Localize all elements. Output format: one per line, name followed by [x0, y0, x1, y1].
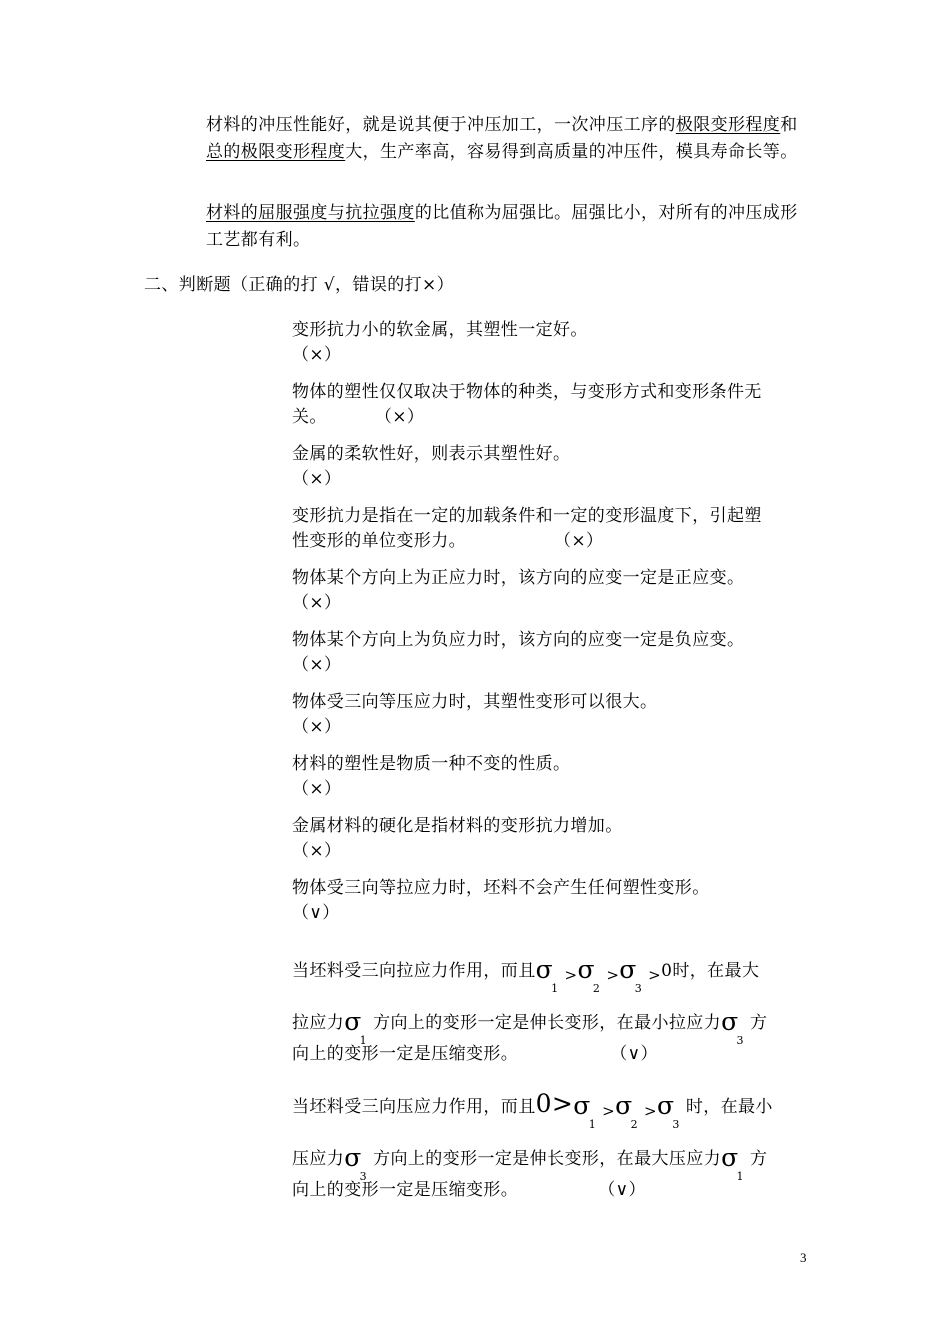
subscript: 1 [736, 1170, 744, 1183]
question-item [292, 628, 812, 678]
question-item [292, 318, 812, 368]
subscript: 1 [588, 1118, 597, 1131]
question-text: 变形抗力是指在一定的加载条件和一定的变形温度下，引起塑 [292, 506, 762, 526]
operator: > [643, 1102, 657, 1120]
sigma-symbol: σ [344, 1007, 362, 1036]
operator: > [564, 966, 578, 984]
text: 的比值称为屈强比。屈强比小，对所有的冲压成形工艺都有利。 [206, 203, 798, 250]
question-text: 拉应力 [292, 1013, 345, 1033]
question-item [292, 876, 812, 926]
answer-mark: （×） [292, 779, 342, 799]
underlined-term: 总的极限变形程度 [206, 142, 346, 162]
question-text: 方 [749, 1149, 768, 1169]
question-text: 变形抗力小的软金属，其塑性一定好。 [292, 320, 588, 340]
answer-mark: （×） [292, 469, 342, 489]
answer-mark: （×） [554, 531, 604, 551]
sigma-symbol: σ [577, 955, 595, 984]
sigma-symbol: σ [573, 1091, 591, 1120]
answer-mark: （∨） [598, 1180, 646, 1200]
text: 和 [780, 115, 798, 135]
subscript: 3 [359, 1170, 368, 1183]
question-text: 方向上的变形一定是伸长变形，在最大压应力 [373, 1149, 722, 1169]
answer-mark: （×） [292, 345, 342, 365]
question-item-formula [292, 1080, 812, 1203]
question-text: 方向上的变形一定是伸长变形，在最小拉应力 [373, 1013, 722, 1033]
text: 材料的冲压性能好，就是说其便于冲压加工，一次冲压工序的 [206, 115, 676, 135]
question-text: 时，在最小 [685, 1097, 773, 1117]
subscript: 1 [551, 982, 559, 995]
sigma-symbol: σ [721, 1143, 739, 1172]
question-text: 物体的塑性仅仅取决于物体的种类，与变形方式和变形条件无 [292, 382, 762, 402]
sigma-symbol: σ [535, 955, 554, 984]
sigma-symbol: σ [619, 955, 637, 984]
operator: > [602, 1102, 616, 1120]
operator: > [606, 966, 620, 984]
subscript: 1 [359, 1034, 368, 1047]
question-text: 方 [749, 1013, 768, 1033]
text: 大，生产率高，容易得到高质量的冲压件，模具寿命长等。 [345, 142, 798, 162]
question-item [292, 814, 812, 864]
question-text: 材料的塑性是物质一种不变的性质。 [292, 754, 571, 774]
operator: > [648, 966, 662, 984]
operator: 0> [535, 1089, 574, 1118]
question-text: 向上的变形一定是压缩变形。 [292, 1180, 519, 1200]
sigma-symbol: σ [615, 1091, 633, 1120]
subscript: 3 [634, 982, 643, 995]
sigma-symbol: σ [721, 1007, 739, 1036]
question-item [292, 442, 812, 492]
answer-mark: （×） [292, 655, 342, 675]
question-item [292, 752, 812, 802]
question-text: 物体某个方向上为正应力时，该方向的应变一定是正应变。 [292, 568, 745, 588]
subscript: 2 [630, 1118, 638, 1131]
question-text: 性变形的单位变形力。 [292, 531, 466, 551]
question-item [292, 690, 812, 740]
sigma-symbol: σ [344, 1143, 362, 1172]
intro-paragraph-1 [206, 112, 806, 166]
question-text: 时，在最大 [672, 961, 760, 981]
answer-mark: （×） [292, 717, 342, 737]
question-item [292, 380, 812, 430]
answer-mark: （∨） [292, 903, 340, 923]
answer-mark: （×） [292, 841, 342, 861]
question-text: 物体某个方向上为负应力时，该方向的应变一定是负应变。 [292, 630, 745, 650]
question-item [292, 504, 812, 554]
intro-paragraph-2 [206, 200, 806, 254]
answer-mark: （∨） [610, 1044, 658, 1064]
question-item [292, 566, 812, 616]
question-text: 金属的柔软性好，则表示其塑性好。 [292, 444, 571, 464]
sigma-symbol: σ [656, 1091, 675, 1120]
underlined-term: 极限变形程度 [675, 115, 781, 135]
answer-mark: （×） [374, 407, 425, 427]
subscript: 2 [592, 982, 601, 995]
question-text: 物体受三向等拉应力时，坯料不会产生任何塑性变形。 [292, 878, 710, 898]
question-text: 压应力 [292, 1149, 345, 1169]
question-text: 向上的变形一定是压缩变形。 [292, 1044, 519, 1064]
page-number: 3 [800, 1250, 807, 1265]
question-text: 当坯料受三向拉应力作用，而且 [292, 961, 536, 981]
zero: 0 [661, 961, 673, 981]
answer-mark: （×） [292, 593, 342, 613]
question-text: 当坯料受三向压应力作用，而且 [292, 1097, 536, 1117]
subscript: 3 [672, 1118, 680, 1131]
underlined-term: 材料的屈服强度与抗拉强度 [206, 203, 415, 223]
subscript: 3 [736, 1034, 744, 1047]
question-text: 金属材料的硬化是指材料的变形抗力增加。 [292, 816, 623, 836]
section-title: 二、判断题（正确的打 √，错误的打×） [144, 275, 455, 295]
question-text: 关。 [292, 407, 327, 427]
question-item-formula [292, 944, 812, 1067]
question-text: 物体受三向等压应力时，其塑性变形可以很大。 [292, 692, 658, 712]
